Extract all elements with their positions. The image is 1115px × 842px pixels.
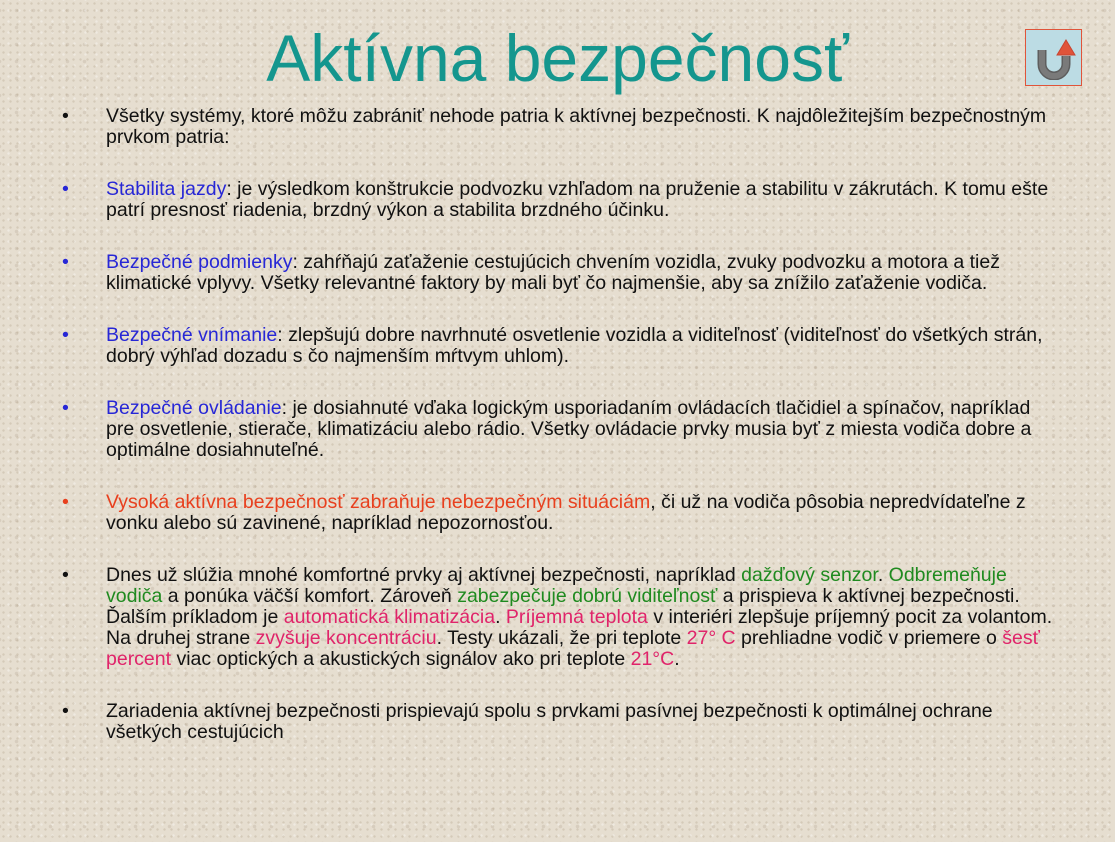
- item-text: : zlepšujú dobre navrhnuté osvetlenie vozidla a viditeľnosť (viditeľnosť do všetkých strán, dobrý výhľad dozadu s čo najmenším mŕtvym uhlom).: [106, 324, 1043, 367]
- item-text: : je výsledkom konštrukcie podvozku vzhľadom na pruženie a stabilitu v zákrutách. K tomu ešte patrí presnosť riadenia, brzdný výkon a stabilita brzdného účinku.: [106, 178, 1049, 221]
- item-text: Zariadenia aktívnej bezpečnosti prispievajú spolu s prvkami pasívnej bezpečnosti k optimálnej ochrane všetkých cestujúcich: [106, 700, 993, 743]
- item-text: v interiéri zlepšuje príjemný pocit za volantom. Na druhej strane: [106, 606, 1053, 649]
- list-item: [62, 179, 1062, 221]
- highlight-visibility: zabezpečuje dobrú viditeľnosť: [457, 585, 718, 607]
- item-text: , či už na vodiča pôsobia nepredvídateľne z vonku alebo sú zavinené, napríklad nepozornosťou.: [106, 491, 1026, 534]
- item-term: Stabilita jazdy: [106, 178, 227, 200]
- item-text: .: [495, 606, 506, 628]
- u-turn-arrow-icon: [1032, 36, 1076, 80]
- list-item: [62, 325, 1062, 367]
- item-term: Bezpečné podmienky: [106, 251, 293, 273]
- list-item: [62, 492, 1062, 534]
- item-text: a prispieva k aktívnej bezpečnosti. Ďalším príkladom je: [106, 585, 1020, 628]
- bullet-marker: •: [62, 178, 69, 200]
- list-item: [62, 398, 1062, 461]
- back-button[interactable]: [1025, 29, 1082, 86]
- bullet-marker: •: [62, 397, 69, 419]
- bullet-marker: •: [62, 324, 69, 346]
- list-item: [62, 252, 1062, 294]
- bullet-marker: •: [62, 105, 69, 127]
- bullet-marker: •: [62, 564, 69, 586]
- list-item: [62, 701, 1062, 743]
- item-text: : zahŕňajú zaťaženie cestujúcich chvením vozidla, zvuky podvozku a motora a tiež klimatické vplyvy. Všetky relevantné faktory by mali byť čo najmenšie, aby sa znížilo zaťaženie vodiča.: [106, 251, 1000, 294]
- item-text: . Testy ukázali, že pri teplote: [436, 627, 687, 649]
- bullet-marker: •: [62, 251, 69, 273]
- item-text: viac optických a akustických signálov ako pri teplote: [171, 648, 631, 670]
- bullet-marker: •: [62, 491, 69, 513]
- list-item: [62, 106, 1062, 148]
- item-highlight: Vysoká aktívna bezpečnosť zabraňuje nebezpečným situáciám: [106, 491, 651, 513]
- item-text: Dnes už slúžia mnohé komfortné prvky aj aktívnej bezpečnosti, napríklad: [106, 564, 742, 586]
- item-text: Všetky systémy, ktoré môžu zabrániť nehode patria k aktívnej bezpečnosti. K najdôležitejším bezpečnostným prvkom patria:: [106, 105, 1047, 148]
- bullet-marker: •: [62, 700, 69, 722]
- highlight-temp-27: 27° C: [686, 627, 736, 649]
- highlight-temp-21: 21°C: [630, 648, 675, 670]
- item-text: .: [674, 648, 680, 670]
- item-text: : je dosiahnuté vďaka logickým usporiadaním ovládacích tlačidiel a spínačov, napríklad pre osvetlenie, stierače, klimatizáciu alebo rádio. Všetky ovládacie prvky musia byť z miesta vodiča dobre a optimálne dosiahnuteľné.: [106, 397, 1032, 461]
- highlight-rain-sensor: dažďový senzor: [741, 564, 878, 586]
- highlight-pleasant-temp: Príjemná teplota: [505, 606, 648, 628]
- bullet-list: [62, 106, 1062, 774]
- highlight-six-percent: šesť percent: [106, 627, 1040, 670]
- item-term: Bezpečné vnímanie: [106, 324, 278, 346]
- slide-title: Aktívna bezpečnosť: [266, 21, 849, 95]
- highlight-concentration: zvyšuje koncentráciu: [255, 627, 437, 649]
- item-term: Bezpečné ovládanie: [106, 397, 282, 419]
- item-text: .: [877, 564, 889, 586]
- item-text: a ponúka väčší komfort. Zároveň: [162, 585, 458, 607]
- list-item: [62, 565, 1062, 670]
- highlight-auto-climate: automatická klimatizácia: [283, 606, 496, 628]
- highlight-relieves-driver: Odbremeňuje vodiča: [106, 564, 1007, 607]
- item-text: prehliadne vodič v priemere o: [735, 627, 1003, 649]
